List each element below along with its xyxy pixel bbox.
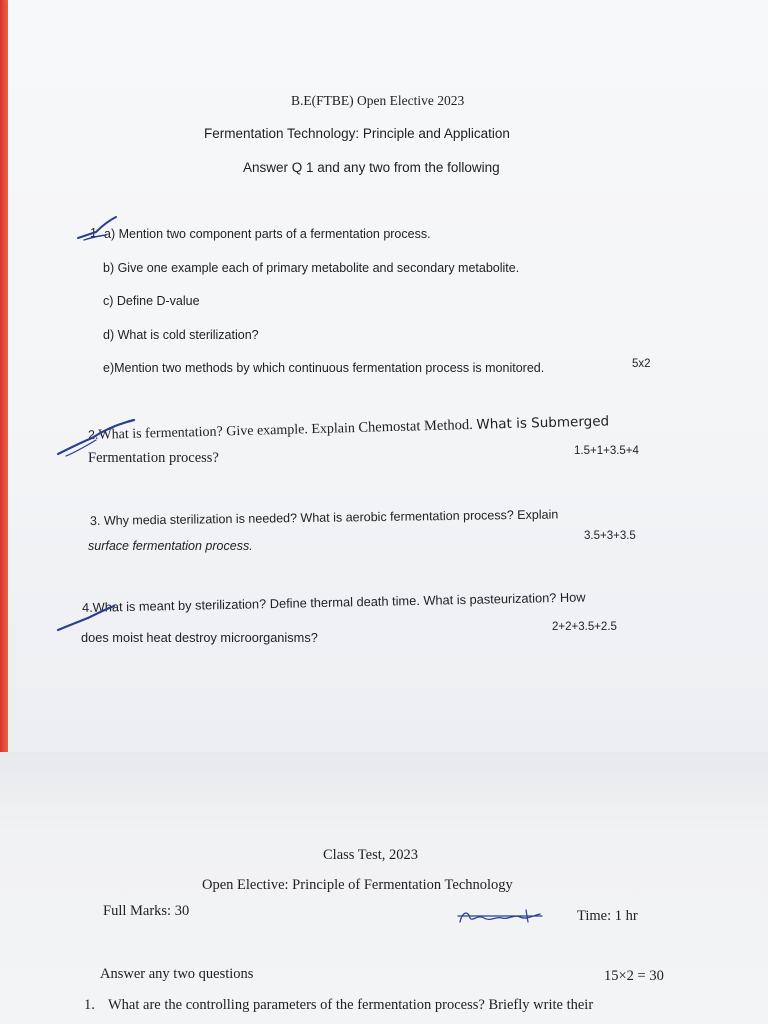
paper2-q1-number: 1.: [84, 997, 95, 1013]
pen-scribble-struck: [456, 904, 544, 928]
q3-line1: 3. Why media sterilization is needed? What is aerobic fermentation process? Explain: [89, 507, 559, 528]
q2-text-part3: What is Submerged: [476, 413, 610, 433]
q1-part-b: b) Give one example each of primary metabolite and secondary metabolite.: [103, 261, 520, 275]
paper2-subtitle: Open Elective: Principle of Fermentation Technology: [202, 877, 513, 893]
q2-line2: Fermentation process?: [88, 450, 219, 466]
paper2-title: Class Test, 2023: [323, 847, 418, 863]
q2-number: 2.: [87, 427, 99, 442]
q1-marks: 5x2: [632, 358, 651, 370]
paper1-header-line2: Fermentation Technology: Principle and Application: [204, 126, 510, 141]
q1-part-e: e)Mention two methods by which continuous fermentation process is monitored.: [103, 361, 545, 375]
q2-text-part1: What is fermentation? Give example. Explain: [98, 420, 359, 443]
q3-marks: 3.5+3+3.5: [584, 530, 636, 542]
q1-part-c: c) Define D-value: [103, 294, 200, 308]
q1-number: 1.: [90, 226, 101, 240]
paper2-instruction: Answer any two questions: [100, 966, 254, 982]
q2-marks: 1.5+1+3.5+4: [574, 445, 639, 457]
pen-tick-mark-q1: [76, 214, 120, 248]
q2-text-part2: Chemostat Method.: [358, 416, 477, 436]
q4-line2: does moist heat destroy microorganisms?: [81, 630, 318, 645]
q3-line2: surface fermentation process.: [88, 539, 253, 553]
pen-tick-mark-q2: [56, 418, 136, 458]
q4-number: 4.: [81, 599, 93, 615]
paper2-instruction-marks: 15×2 = 30: [604, 968, 664, 984]
q4-text: What is meant by sterilization? Define thermal death time. What is pasteurization? How: [92, 589, 586, 615]
q1-part-a: a) Mention two component parts of a fermentation process.: [104, 227, 431, 241]
pen-tick-mark-q4: [56, 604, 116, 634]
q1-part-d: d) What is cold sterilization?: [103, 328, 259, 342]
paper2-q1-text: What are the controlling parameters of the fermentation process? Briefly write their: [108, 997, 594, 1013]
paper1-instruction: Answer Q 1 and any two from the following: [243, 160, 500, 175]
paper2-full-marks: Full Marks: 30: [103, 903, 190, 919]
q4-marks: 2+2+3.5+2.5: [552, 621, 617, 633]
paper2-time: Time: 1 hr: [577, 908, 638, 924]
paper1-header-line1: B.E(FTBE) Open Elective 2023: [291, 93, 465, 108]
